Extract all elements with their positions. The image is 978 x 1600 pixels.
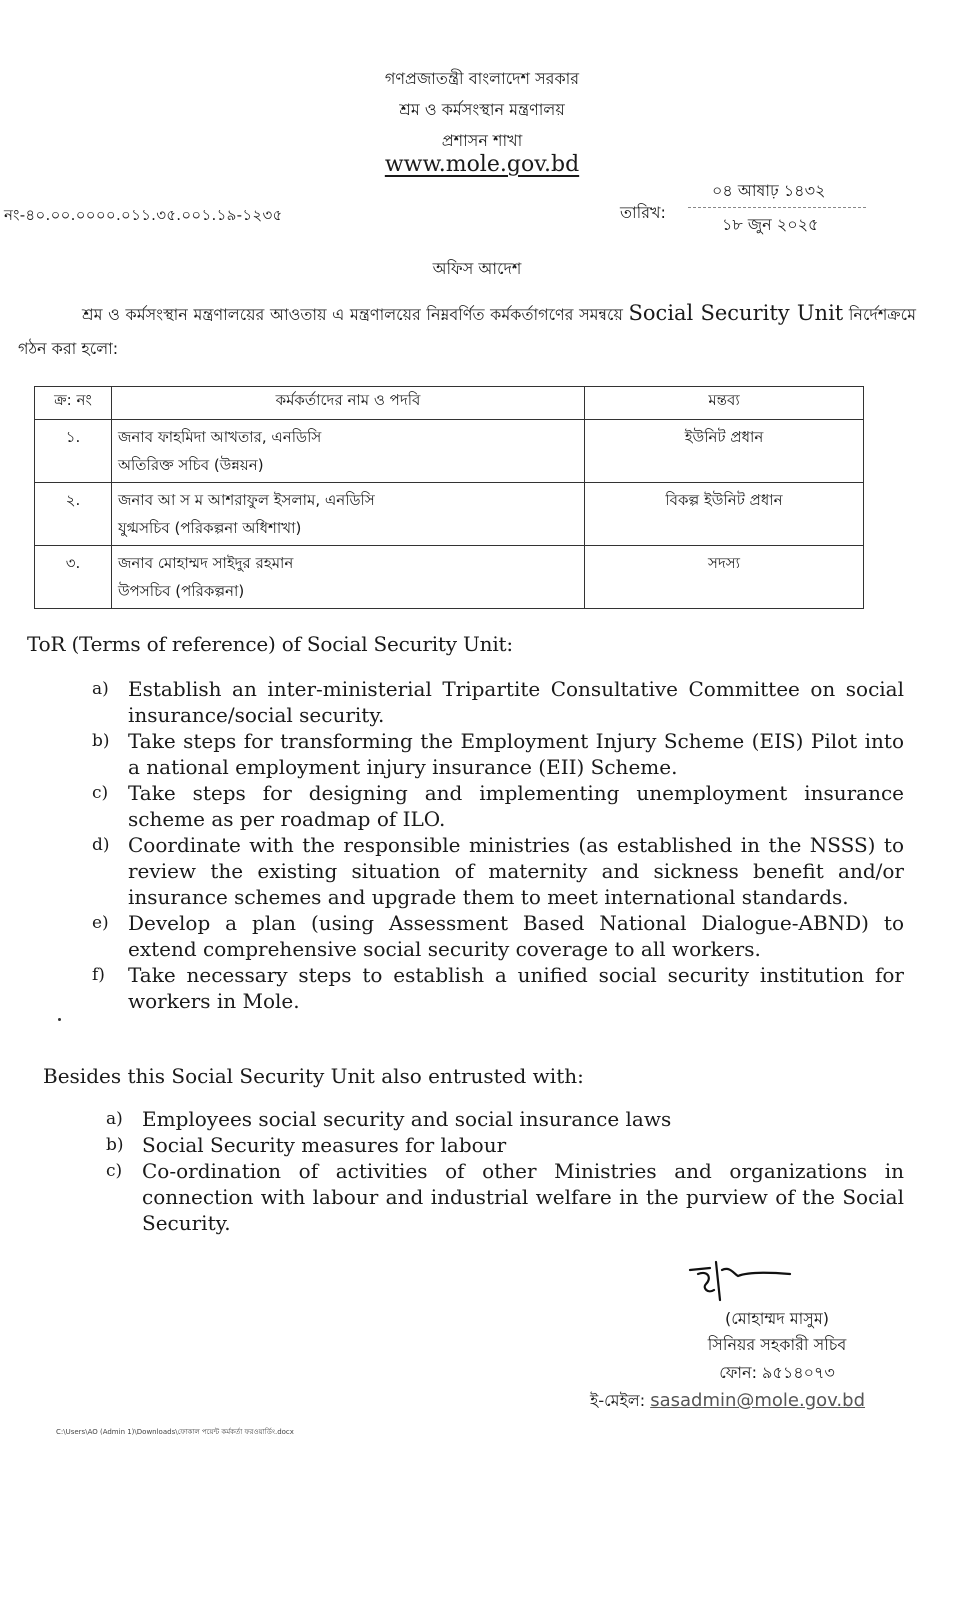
file-path: C:\Users\AO (Admin 1)\Downloads\ফোকাল পয়েন্ট কর্মকর্তা ফরওয়ার্ডিং.docx: [56, 1428, 294, 1436]
tor-marker: c): [92, 783, 109, 803]
tor-text: Take steps for designing and implementing unemployment insurance scheme as per roadmap of ILO.: [128, 781, 904, 831]
intro-text: শ্রম ও কর্মসংস্থান মন্ত্রণালয়ের আওতায় এ মন্ত্রণালয়ের নিম্নবর্ণিত কর্মকর্তাগণের সমন্বয়ে: [82, 305, 629, 324]
row-remark: ইউনিট প্রধান: [585, 420, 864, 483]
header-name-designation: কর্মকর্তাদের নাম ও পদবি: [112, 387, 585, 420]
government-name: গণপ্রজাতন্ত্রী বাংলাদেশ সরকার: [384, 69, 580, 88]
tor-marker: b): [92, 731, 110, 751]
besides-text: Employees social security and social insurance laws: [142, 1107, 672, 1131]
tor-text: Take steps for transforming the Employment Injury Scheme (EIS) Pilot into a national employment injury insurance (EII) Scheme.: [128, 729, 904, 779]
besides-text: Social Security measures for labour: [142, 1133, 507, 1157]
officer-name: জনাব মোহাম্মদ সাইদুর রহমান: [118, 554, 294, 572]
besides-marker: b): [106, 1135, 124, 1155]
row-officer: [112, 420, 585, 483]
signature-icon: [686, 1256, 796, 1302]
besides-marker: c): [106, 1161, 123, 1181]
header-serial: ক্র: নং: [35, 387, 112, 420]
date-divider: [688, 207, 866, 208]
besides-list: [106, 1106, 904, 1236]
tor-marker: e): [92, 913, 109, 933]
tor-marker: a): [92, 679, 109, 699]
tor-text: Coordinate with the responsible ministries (as established in the NSSS) to review the existing situation of maternity and sickness benefit and/or insurance schemes and upgrade them to meet international standards.: [128, 833, 904, 909]
besides-title: Besides this Social Security Unit also entrusted with:: [43, 1064, 584, 1088]
memo-number: নং-৪০.০০.০০০০.০১১.৩৫.০০১.১৯-১২৩৫: [4, 206, 283, 224]
intro-text-end: নির্দেশক্রমে গঠন করা হলো:: [18, 305, 916, 358]
row-serial: ৩.: [35, 546, 112, 609]
officer-name: জনাব ফাহমিদা আখতার, এনডিসি: [118, 428, 322, 446]
email-link[interactable]: sasadmin@mole.gov.bd: [650, 1390, 865, 1411]
tor-text: Develop a plan (using Assessment Based National Dialogue-ABND) to extend comprehensive social security coverage to all workers.: [128, 911, 904, 961]
date-bangla: ০৪ আষাঢ় ১৪৩২: [712, 181, 826, 200]
besides-item: [106, 1106, 904, 1132]
table-row: [35, 483, 864, 546]
row-serial: ২.: [35, 483, 112, 546]
besides-marker: a): [106, 1109, 123, 1129]
tor-marker: d): [92, 835, 110, 855]
header-remarks: মন্তব্য: [585, 387, 864, 420]
tor-text: Establish an inter-ministerial Tripartite Consultative Committee on social insurance/social security.: [128, 677, 904, 727]
date-label: তারিখ:: [620, 203, 666, 222]
tor-item: [92, 910, 904, 962]
row-serial: ১.: [35, 420, 112, 483]
date-gregorian: ১৮ জুন ২০২৫: [722, 215, 819, 234]
officer-name: জনাব আ স ম আশরাফুল ইসলাম, এনডিসি: [118, 491, 375, 509]
officer-designation: উপসচিব (পরিকল্পনা): [118, 582, 245, 600]
tor-marker: f): [92, 965, 105, 985]
order-title: অফিস আদেশ: [432, 259, 522, 278]
row-remark: বিকল্প ইউনিট প্রধান: [585, 483, 864, 546]
intro-paragraph: [18, 296, 916, 366]
signatory-name: (মোহাম্মদ মাসুম): [725, 1309, 829, 1328]
signatory-designation: সিনিয়র সহকারী সচিব: [707, 1335, 847, 1354]
intro-unit-name: Social Security Unit: [628, 301, 844, 325]
tor-item: [92, 962, 904, 1014]
row-officer: [112, 546, 585, 609]
besides-text: Co-ordination of activities of other Ministries and organizations in connection with labour and industrial welfare in the purview of the Social Security.: [142, 1159, 904, 1235]
stray-mark: [58, 1018, 61, 1021]
website-link-container: [0, 152, 971, 177]
section-name: প্রশাসন শাখা: [441, 131, 523, 150]
row-officer: [112, 483, 585, 546]
tor-item: [92, 728, 904, 780]
row-remark: সদস্য: [585, 546, 864, 609]
officer-designation: যুগ্মসচিব (পরিকল্পনা অধিশাখা): [118, 519, 302, 537]
besides-item: [106, 1158, 904, 1236]
signatory-email-row: [590, 1388, 865, 1415]
officer-designation: অতিরিক্ত সচিব (উন্নয়ন): [118, 456, 264, 474]
tor-item: [92, 676, 904, 728]
website-link[interactable]: www.mole.gov.bd: [384, 152, 580, 177]
officers-table: [34, 386, 864, 609]
tor-text: Take necessary steps to establish a unified social security institution for workers in Mole.: [128, 963, 904, 1013]
tor-item: [92, 780, 904, 832]
tor-list: [92, 676, 904, 1014]
table-row: [35, 420, 864, 483]
besides-item: [106, 1132, 904, 1158]
table-header-row: [35, 387, 864, 420]
ministry-name: শ্রম ও কর্মসংস্থান মন্ত্রণালয়: [399, 100, 565, 119]
signatory-phone: ফোন: ৯৫১৪০৭৩: [719, 1363, 835, 1382]
email-label: ই-মেইল:: [590, 1391, 651, 1410]
table-row: [35, 546, 864, 609]
tor-item: [92, 832, 904, 910]
tor-title: ToR (Terms of reference) of Social Security Unit:: [27, 632, 513, 656]
